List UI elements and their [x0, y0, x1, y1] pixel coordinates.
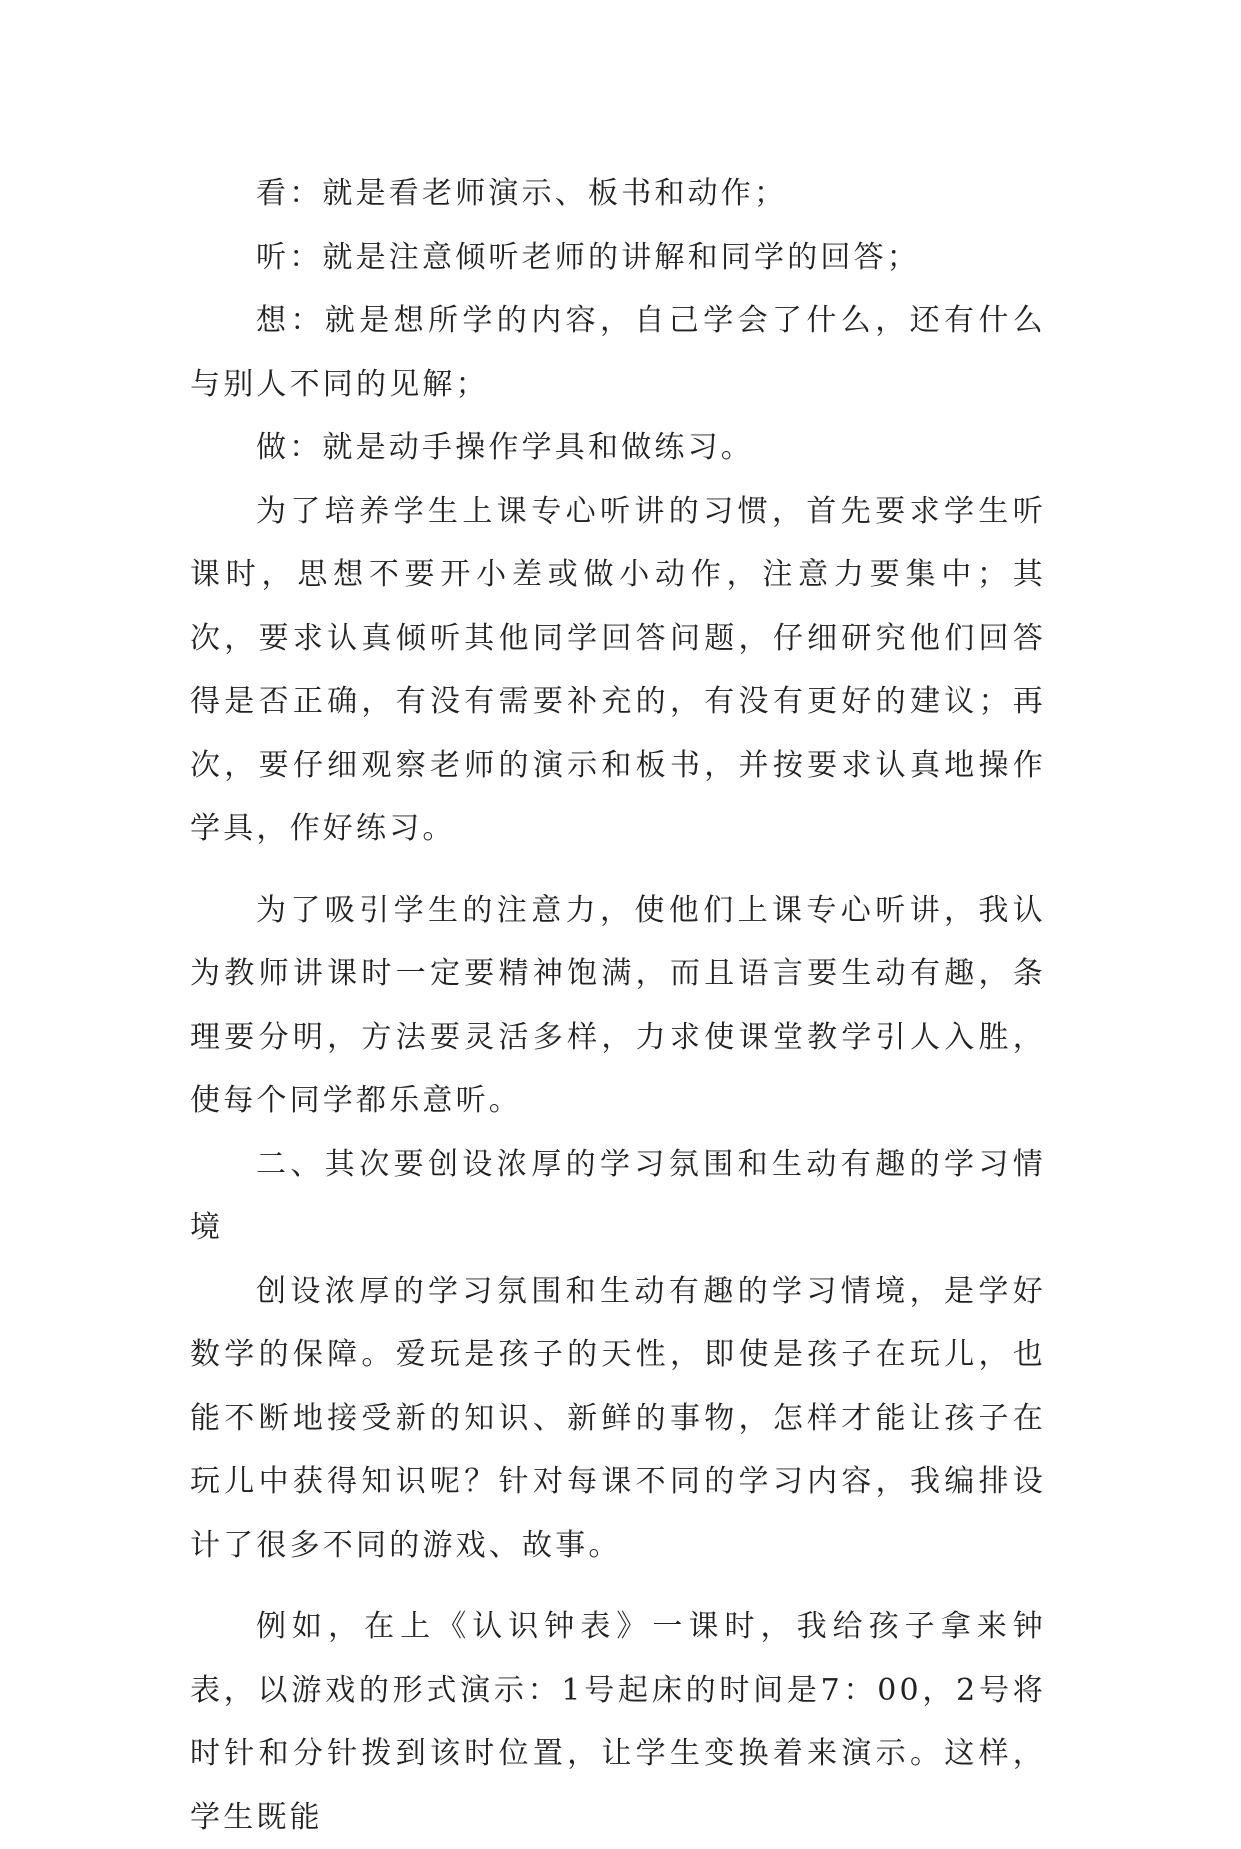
paragraph-look: 看：就是看老师演示、板书和动作；: [256, 176, 788, 211]
paragraph-listening-habit: 为了培养学生上课专心听讲的习惯，首先要求学生听课时，思想不要开小差或做小动作，注意力要集中；其次，要求认真倾听其他同学回答问题，仔细研究他们回答得是否正确，有没有需要补充的，有没有更好的建议；再次，要仔细观察老师的演示和板书，并按要求认真地操作学具，作好练习。: [190, 493, 1046, 846]
paragraph-atmosphere: 创设浓厚的学习氛围和生动有趣的学习情境，是学好数学的保障。爱玩是孩子的天性，即使是孩子在玩儿，也能不断地接受新的知识、新鲜的事物，怎样才能让孩子在玩儿中获得知识呢？针对每课不同的学习内容，我编排设计了很多不同的游戏、故事。: [190, 1273, 1046, 1563]
document-body: [190, 162, 1046, 1849]
paragraph-clock-example: 例如，在上《认识钟表》一课时，我给孩子拿来钟表，以游戏的形式演示：1号起床的时间是7：00，2号将时针和分针拨到该时位置，让学生变换着来演示。这样，学生既能: [190, 1609, 1046, 1835]
paragraph-listen: 听：就是注意倾听老师的讲解和同学的回答；: [256, 239, 920, 275]
paragraph-think: 想：就是想所学的内容，自己学会了什么，还有什么与别人不同的见解；: [190, 303, 1046, 402]
section-heading-two: 二、其次要创设浓厚的学习氛围和生动有趣的学习情境: [190, 1146, 1046, 1245]
paragraph-do: 做：就是动手操作学具和做练习。: [256, 430, 754, 465]
paragraph-attention: 为了吸引学生的注意力，使他们上课专心听讲，我认为教师讲课时一定要精神饱满，而且语言要生动有趣，条理要分明，方法要灵活多样，力求使课堂教学引人入胜，使每个同学都乐意听。: [190, 892, 1046, 1118]
